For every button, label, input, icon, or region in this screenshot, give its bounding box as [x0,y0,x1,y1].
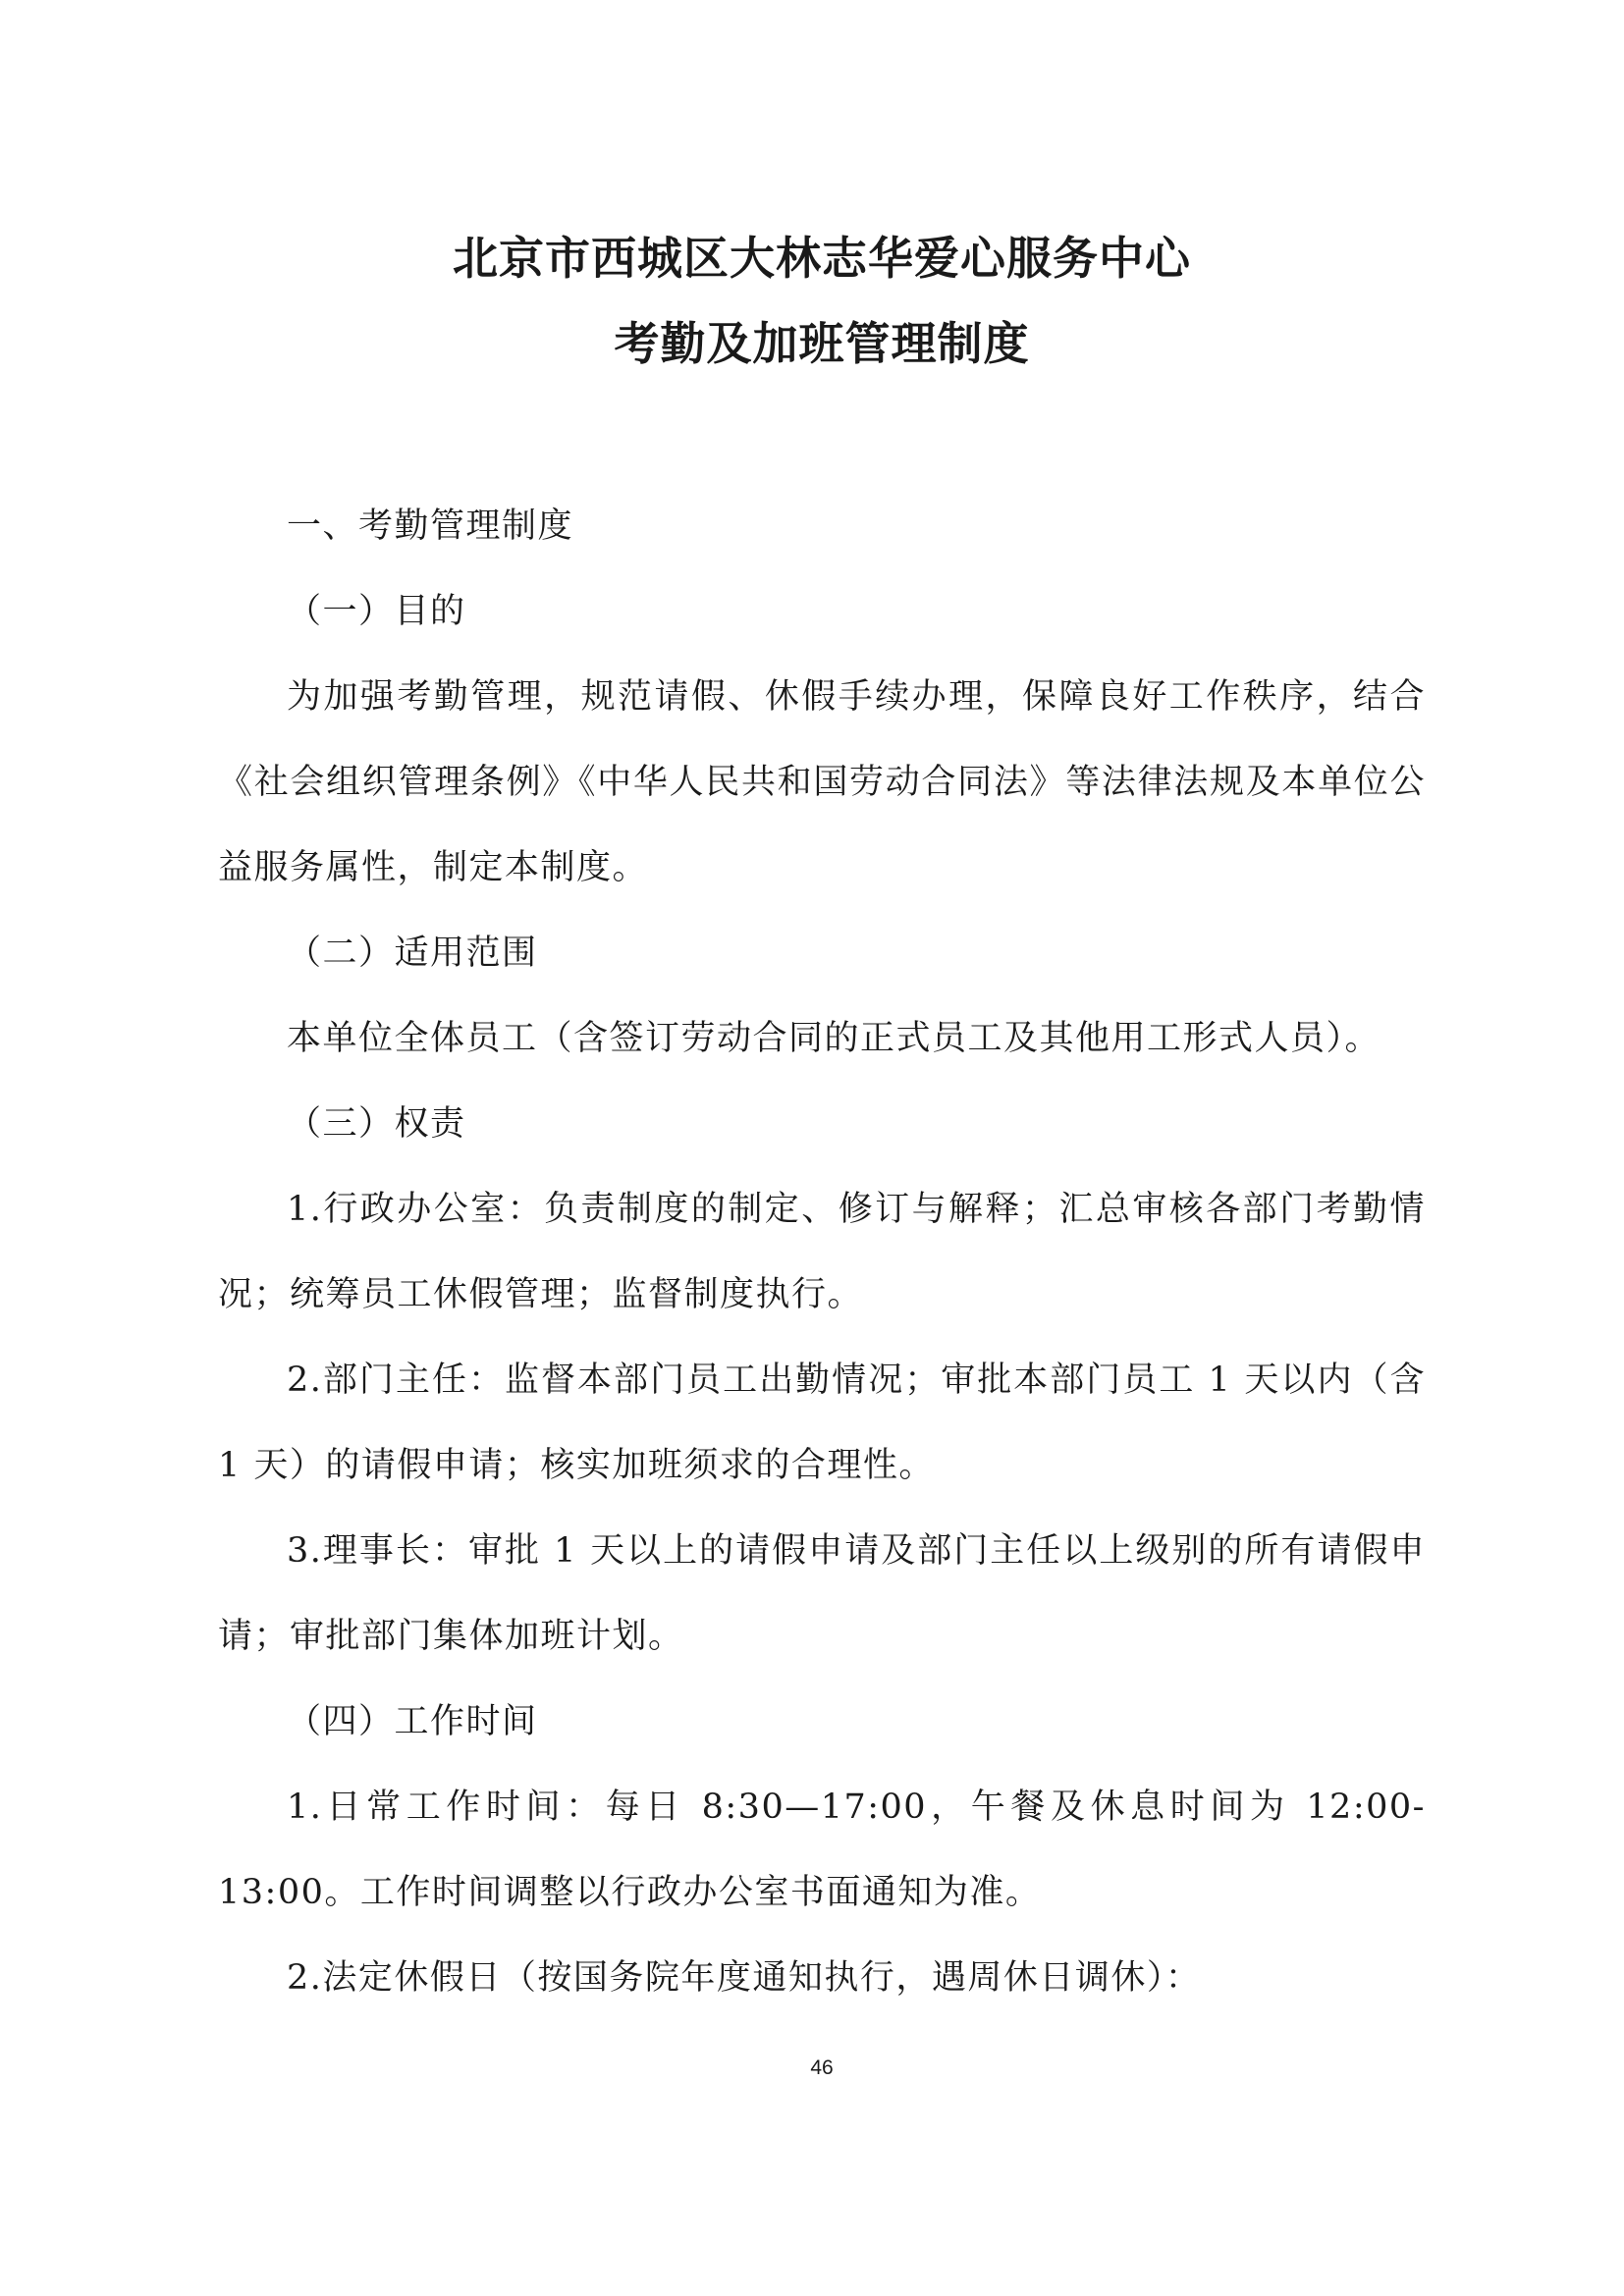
paragraph-responsibility-admin: 1.行政办公室：负责制度的制定、修订与解释；汇总审核各部门考勤情况；统筹员工休假管理；监督制度执行。 [218,1190,1426,1314]
document-title-line1: 北京市西城区大林志华爱心服务中心 [453,232,1191,285]
paragraph-daily-hours: 1.日常工作时间：每日 8:30—17:00，午餐及休息时间为 12:00-13:00。工作时间调整以行政办公室书面通知为准。 [218,1788,1426,1912]
paragraph-scope: 本单位全体员工（含签订劳动合同的正式员工及其他用工形式人员）。 [287,1019,1381,1058]
document-title-line2: 考勤及加班管理制度 [614,317,1030,370]
document-page [218,0,1426,2296]
paragraph-purpose: 为加强考勤管理，规范请假、休假手续办理，保障良好工作秩序，结合《社会组织管理条例》《中华人民共和国劳动合同法》等法律法规及本单位公益服务属性，制定本制度。 [218,677,1426,887]
section-heading-attendance: 一、考勤管理制度 [287,507,574,546]
page-number: 46 [810,2056,834,2079]
subheading-responsibilities: （三）权责 [287,1104,466,1144]
subheading-working-hours: （四）工作时间 [287,1702,538,1741]
paragraph-responsibility-chairman: 3.理事长：审批 1 天以上的请假申请及部门主任以上级别的所有请假申请；审批部门集体加班计划。 [218,1531,1426,1656]
document-body [218,484,1426,2021]
paragraph-responsibility-director: 2.部门主任：监督本部门员工出勤情况；审批本部门员工 1 天以内（含 1 天）的请假申请；核实加班须求的合理性。 [218,1361,1426,1485]
subheading-scope: （二）适用范围 [287,934,538,973]
subheading-purpose: （一）目的 [287,592,466,631]
paragraph-statutory-holidays: 2.法定休假日（按国务院年度通知执行，遇周休日调休）： [287,1958,1202,1998]
